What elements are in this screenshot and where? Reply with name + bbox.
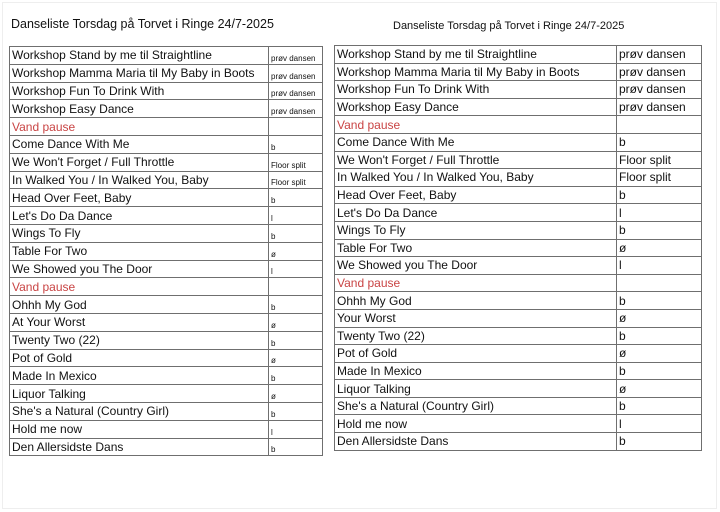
dance-note: ø (269, 349, 323, 367)
dance-note: b (617, 133, 702, 151)
dance-row (335, 151, 702, 169)
dance-row (335, 397, 702, 415)
dance-row (335, 186, 702, 204)
dance-note: ø (617, 345, 702, 363)
dance-note: b (617, 292, 702, 310)
dance-note: b (617, 221, 702, 239)
dance-note: prøv dansen (269, 82, 323, 100)
dance-row (335, 380, 702, 398)
dance-row (335, 257, 702, 275)
dance-row (10, 402, 323, 420)
dance-row (10, 207, 323, 225)
dance-note: b (617, 433, 702, 451)
dance-row (335, 81, 702, 99)
dance-note: Floor split (269, 171, 323, 189)
dance-row (10, 367, 323, 385)
dance-name: She's a Natural (Country Girl) (10, 402, 269, 420)
dance-note: ø (269, 242, 323, 260)
dance-row (10, 420, 323, 438)
dance-row (335, 239, 702, 257)
dance-note: l (269, 420, 323, 438)
dance-note: prøv dansen (617, 46, 702, 64)
dance-name: We Showed you The Door (335, 257, 617, 275)
dance-row (335, 169, 702, 187)
dance-name: Ohhh My God (10, 296, 269, 314)
dance-name: Den Allersidste Dans (10, 438, 269, 456)
dance-note: l (617, 204, 702, 222)
dance-name: Workshop Stand by me til Straightline (10, 47, 269, 65)
dance-note: prøv dansen (617, 63, 702, 81)
dance-name: Twenty Two (22) (10, 331, 269, 349)
dance-row (10, 385, 323, 403)
dance-name: Come Dance With Me (10, 135, 269, 153)
dance-note: ø (269, 313, 323, 331)
dance-name: Pot of Gold (10, 349, 269, 367)
dance-row (335, 327, 702, 345)
dance-name: We Showed you The Door (10, 260, 269, 278)
dance-name: Let's Do Da Dance (10, 207, 269, 225)
dance-note: b (269, 296, 323, 314)
dance-name: Come Dance With Me (335, 133, 617, 151)
dance-note: b (269, 331, 323, 349)
dance-row (10, 313, 323, 331)
dance-row (10, 189, 323, 207)
dance-name: We Won't Forget / Full Throttle (10, 153, 269, 171)
left-list-title: Danseliste Torsdag på Torvet i Ringe 24/7-2025 (11, 17, 274, 31)
dance-name: She's a Natural (Country Girl) (335, 397, 617, 415)
right-dance-table (334, 45, 702, 451)
dance-note: l (269, 207, 323, 225)
dance-row (335, 362, 702, 380)
dance-note: prøv dansen (617, 98, 702, 116)
dance-note (617, 274, 702, 292)
dance-row (335, 433, 702, 451)
dance-name: Table For Two (10, 242, 269, 260)
dance-name: Wings To Fly (10, 224, 269, 242)
dance-row (335, 292, 702, 310)
dance-name: We Won't Forget / Full Throttle (335, 151, 617, 169)
dance-row (10, 331, 323, 349)
pause-label: Vand pause (335, 274, 617, 292)
dance-row (10, 224, 323, 242)
dance-row (10, 100, 323, 118)
dance-name: Workshop Mamma Maria til My Baby in Boots (335, 63, 617, 81)
dance-note: ø (617, 239, 702, 257)
dance-name: Hold me now (335, 415, 617, 433)
dance-note: b (617, 397, 702, 415)
dance-name: Made In Mexico (10, 367, 269, 385)
dance-note: b (617, 186, 702, 204)
dance-note: l (617, 415, 702, 433)
dance-name: Liquor Talking (10, 385, 269, 403)
dance-name: Workshop Stand by me til Straightline (335, 46, 617, 64)
dance-note: b (269, 367, 323, 385)
dance-name: Pot of Gold (335, 345, 617, 363)
dance-note: b (617, 327, 702, 345)
dance-row (335, 309, 702, 327)
dance-name: Table For Two (335, 239, 617, 257)
dance-name: Workshop Easy Dance (10, 100, 269, 118)
dance-name: Let's Do Da Dance (335, 204, 617, 222)
dance-note: b (269, 438, 323, 456)
dance-name: Workshop Easy Dance (335, 98, 617, 116)
dance-row (10, 349, 323, 367)
dance-row (10, 135, 323, 153)
dance-note: b (269, 135, 323, 153)
dance-name: At Your Worst (10, 313, 269, 331)
pause-label: Vand pause (10, 278, 269, 296)
dance-note: Floor split (617, 151, 702, 169)
dance-note: l (269, 260, 323, 278)
dance-note: prøv dansen (617, 81, 702, 99)
dance-note: ø (269, 385, 323, 403)
dance-name: In Walked You / In Walked You, Baby (335, 169, 617, 187)
dance-row (10, 64, 323, 82)
dance-name: Twenty Two (22) (335, 327, 617, 345)
dance-name: Hold me now (10, 420, 269, 438)
dance-name: Workshop Fun To Drink With (10, 82, 269, 100)
dance-row (10, 82, 323, 100)
dance-row (10, 153, 323, 171)
dance-row (335, 63, 702, 81)
right-list-title: Danseliste Torsdag på Torvet i Ringe 24/7-2025 (393, 20, 625, 32)
dance-row (10, 438, 323, 456)
dance-note: ø (617, 380, 702, 398)
dance-name: Wings To Fly (335, 221, 617, 239)
dance-name: Workshop Fun To Drink With (335, 81, 617, 99)
dance-row (335, 415, 702, 433)
dance-note: Floor split (269, 153, 323, 171)
dance-row (335, 46, 702, 64)
dance-row (335, 133, 702, 151)
pause-row (10, 118, 323, 136)
dance-name: Made In Mexico (335, 362, 617, 380)
dance-note: b (269, 402, 323, 420)
dance-name: Your Worst (335, 309, 617, 327)
dance-row (335, 98, 702, 116)
dance-row (10, 242, 323, 260)
dance-note (269, 118, 323, 136)
dance-row (335, 204, 702, 222)
dance-note: prøv dansen (269, 100, 323, 118)
dance-row (10, 47, 323, 65)
dance-note: prøv dansen (269, 47, 323, 65)
dance-note: prøv dansen (269, 64, 323, 82)
pause-label: Vand pause (335, 116, 617, 134)
pause-row (335, 274, 702, 292)
dance-row (335, 345, 702, 363)
dance-name: Workshop Mamma Maria til My Baby in Boots (10, 64, 269, 82)
pause-row (10, 278, 323, 296)
pause-row (335, 116, 702, 134)
dance-note: ø (617, 309, 702, 327)
dance-note: b (617, 362, 702, 380)
dance-note: b (269, 224, 323, 242)
left-dance-table (9, 46, 323, 456)
dance-note (269, 278, 323, 296)
dance-note (617, 116, 702, 134)
dance-name: Head Over Feet, Baby (335, 186, 617, 204)
dance-note: Floor split (617, 169, 702, 187)
dance-row (10, 260, 323, 278)
dance-name: In Walked You / In Walked You, Baby (10, 171, 269, 189)
dance-name: Head Over Feet, Baby (10, 189, 269, 207)
pause-label: Vand pause (10, 118, 269, 136)
dance-name: Den Allersidste Dans (335, 433, 617, 451)
dance-name: Liquor Talking (335, 380, 617, 398)
dance-row (10, 296, 323, 314)
dance-note: l (617, 257, 702, 275)
dance-row (10, 171, 323, 189)
dance-row (335, 221, 702, 239)
dance-note: b (269, 189, 323, 207)
dance-name: Ohhh My God (335, 292, 617, 310)
